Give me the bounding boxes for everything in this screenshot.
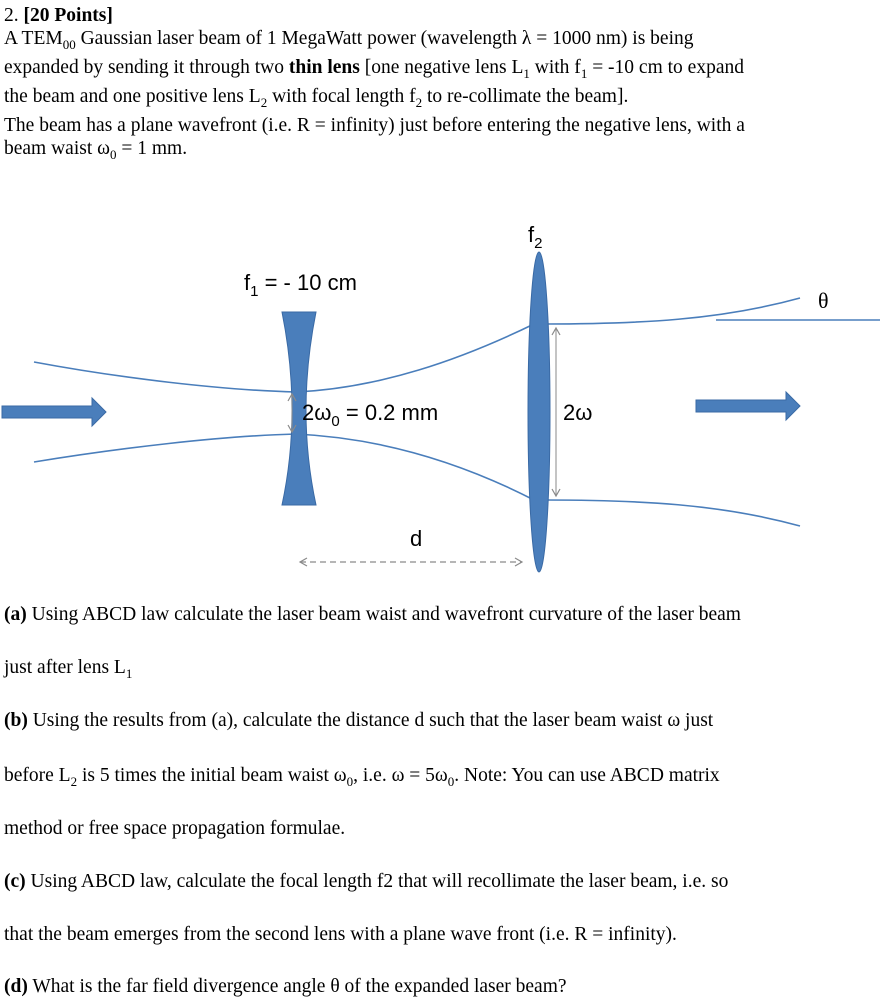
f1-label: $f_1$ = - 10 cm [244,270,357,300]
intro-text: the beam and one positive lens L [4,85,261,107]
intro-text: with f [529,56,581,78]
intro-line-3 [4,85,880,114]
intro-line-5 [4,137,880,166]
intro-subscript: 2 [415,94,423,110]
beam-expander-diagram [0,212,884,582]
question-c-line-1 [4,871,880,893]
distance-d-label: d [410,526,423,551]
waist0-label: $2\omega_0 = 0.2$ mm [302,400,439,430]
question-text: is 5 times the initial beam waist ω [77,765,347,786]
beam-upper-between-lenses [296,324,534,392]
intro-bold-text: thin lens [288,56,360,78]
intro-subscript: 2 [260,94,268,110]
question-b-line-2 [4,765,880,790]
question-text: , i.e. ω = 5ω [353,765,448,786]
waist-label: 2ω [563,400,593,425]
question-text: just after lens L [4,657,126,678]
question-text: What is the far field divergence angle θ of the expanded laser beam? [27,976,567,997]
question-text: that the beam emerges from the second lens with a plane wave front (i.e. R = infinity). [4,924,677,945]
question-text: Using ABCD law calculate the laser beam waist and wavefront curvature of the laser beam [26,604,741,625]
beam-upper-before-lens1 [34,362,296,392]
intro-text: to re-collimate the beam]. [422,85,629,107]
question-subscript: 0 [346,773,354,789]
positive-lens-2 [528,252,550,572]
problem-number: 2. [4,5,19,26]
question-d-line-1 [4,976,880,998]
intro-line-2 [4,56,880,85]
intro-subscript: 1 [523,65,530,81]
intro-text: Gaussian laser beam of 1 MegaWatt power (wavelength λ = 1000 nm) is being [75,28,694,49]
question-subscript: 1 [125,665,133,681]
question-d-label: (d) [4,976,28,997]
question-c-label: (c) [4,871,26,892]
question-subscript: 2 [70,773,78,789]
problem-points: [20 Points] [23,5,113,26]
intro-text: A TEM [4,28,63,49]
question-text: . Note: You can use ABCD matrix [454,765,720,786]
question-a-line-2 [4,657,880,682]
input-beam-arrow [2,398,106,426]
question-text: method or free space propagation formulae. [4,818,346,839]
question-subscript: 0 [447,773,455,789]
problem-title [4,4,880,27]
problem-statement [4,4,880,166]
intro-subscript: 1 [580,65,588,81]
output-beam-arrow [696,392,800,420]
intro-text: expanded by sending it through two [4,56,289,78]
question-c-line-2 [4,924,880,946]
intro-line-4 [4,114,880,137]
intro-text: [one negative lens L [359,56,524,78]
beam-lower-after-lens2 [544,500,800,526]
f2-label: $f_2$ [528,222,543,252]
question-text: before L [4,765,71,786]
theta-label: θ [818,288,829,313]
intro-text: beam waist ω [4,137,110,159]
question-b-line-1 [4,710,880,732]
intro-subscript: 0 [109,146,117,162]
question-text: Using ABCD law, calculate the focal length f2 that will recollimate the laser beam, i.e. so [25,871,729,892]
beam-lower-before-lens1 [34,434,296,462]
intro-subscript: 00 [62,36,76,52]
intro-text: The beam has a plane wavefront (i.e. R = infinity) just before entering the negative lens, with a [4,114,745,136]
intro-text: with focal length f [267,85,416,107]
question-a-line-1 [4,604,880,626]
intro-text: = 1 mm. [116,137,188,159]
question-text: Using the results from (a), calculate the distance d such that the laser beam waist ω just [27,710,714,731]
intro-text: = -10 cm to expand [587,56,744,78]
beam-lower-between-lenses [296,434,534,500]
question-a-label: (a) [4,604,27,625]
intro-line-1 [4,27,880,56]
question-b-line-3 [4,818,880,840]
question-b-label: (b) [4,710,28,731]
